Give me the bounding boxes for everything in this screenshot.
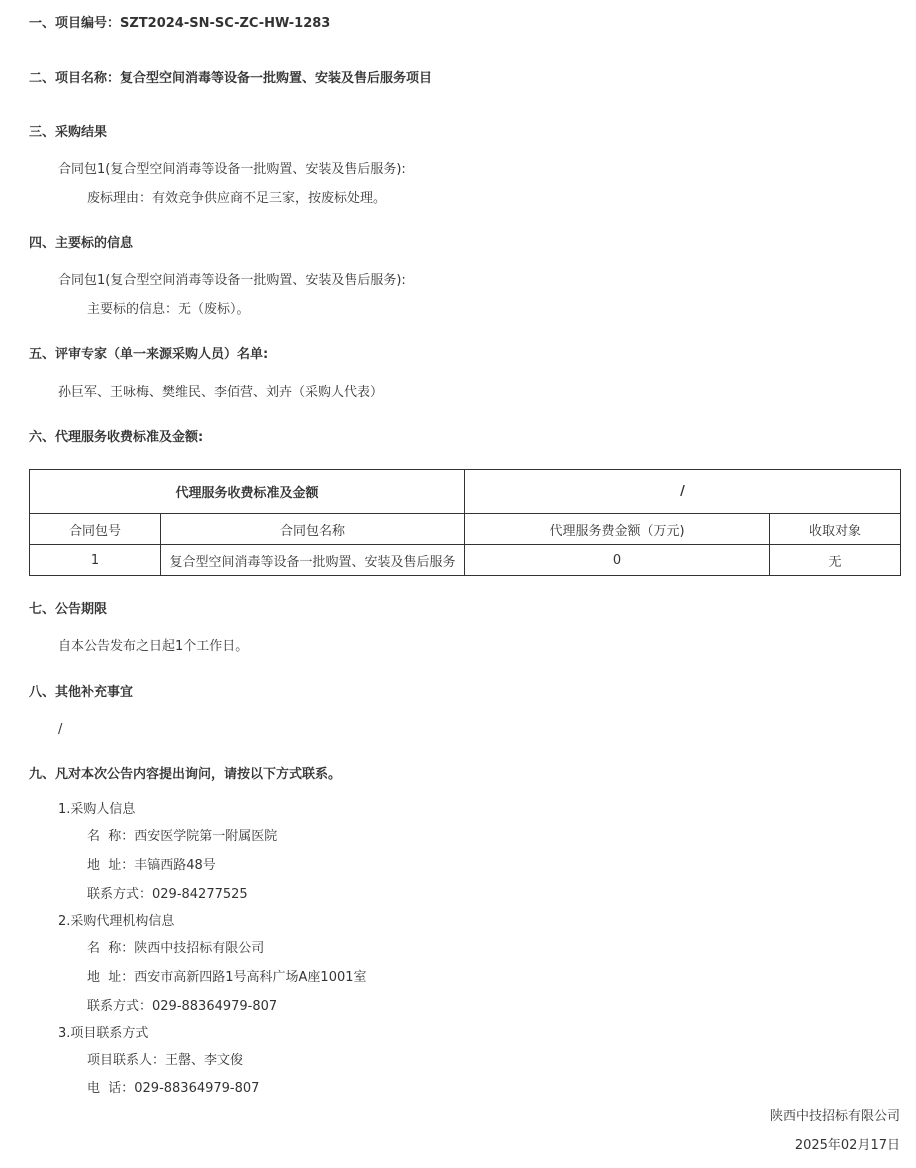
procurement-result-heading: 三、采购结果 [29,125,108,140]
agency-fee-table [29,469,901,576]
cell-fee-amount: 0 [465,545,770,576]
notice-period-heading: 七、公告期限 [29,602,108,617]
fee-table-column-row [30,514,901,545]
experts-list: 孙巨军、王咏梅、樊维民、李佰营、刘卉（采购人代表） [58,385,384,400]
project-number-heading: 一、项目编号：SZT2024-SN-SC-ZC-HW-1283 [29,16,331,31]
fee-standard-value-cell: / [465,470,901,514]
table-row [30,545,901,576]
agency-fee-heading: 六、代理服务收费标准及金额: [29,430,204,445]
fee-standard-label-cell: 代理服务收费标准及金额 [30,470,465,514]
agency-contact: 联系方式：029-88364979-807 [87,999,278,1014]
agency-info-heading: 2.采购代理机构信息 [58,914,175,929]
column-header-fee-payer: 收取对象 [770,514,901,545]
notice-period-text: 自本公告发布之日起1个工作日。 [58,639,249,654]
contact-heading: 九、凡对本次公告内容提出询问，请按以下方式联系。 [29,767,342,782]
main-subject-heading: 四、主要标的信息 [29,236,134,251]
project-name-heading: 二、项目名称：复合型空间消毒等设备一批购置、安装及售后服务项目 [29,71,433,86]
footer-date: 2025年02月17日 [794,1138,900,1153]
project-contact-person: 项目联系人：王罄、李文俊 [87,1053,244,1068]
project-contact-phone: 电 话：029-88364979-807 [87,1081,260,1096]
experts-heading: 五、评审专家（单一来源采购人员）名单: [29,347,269,362]
result-package-label: 合同包1(复合型空间消毒等设备一批购置、安装及售后服务): [58,162,406,177]
supplementary-heading: 八、其他补充事宜 [29,685,134,700]
supplementary-text: / [58,722,63,737]
purchaser-address: 地 址：丰镐西路48号 [87,858,216,873]
footer-company: 陕西中技招标有限公司 [769,1109,900,1124]
cell-package-name: 复合型空间消毒等设备一批购置、安装及售后服务 [161,545,465,576]
purchaser-name: 名 称：西安医学院第一附属医院 [87,829,278,844]
column-header-package-name: 合同包名称 [161,514,465,545]
cell-package-number: 1 [30,545,161,576]
fee-table-header-row [30,470,901,514]
agency-address: 地 址：西安市高新四路1号高科广场A座1001室 [87,970,367,985]
purchaser-contact: 联系方式：029-84277525 [87,887,248,902]
subject-package-label: 合同包1(复合型空间消毒等设备一批购置、安装及售后服务): [58,273,406,288]
result-failure-reason: 废标理由：有效竞争供应商不足三家，按废标处理。 [87,191,387,206]
cell-fee-payer: 无 [770,545,901,576]
subject-info-text: 主要标的信息：无（废标）。 [87,302,250,317]
purchaser-info-heading: 1.采购人信息 [58,802,136,817]
column-header-package-number: 合同包号 [30,514,161,545]
agency-name: 名 称：陕西中技招标有限公司 [87,941,265,956]
column-header-fee-amount: 代理服务费金额（万元) [465,514,770,545]
project-contact-heading: 3.项目联系方式 [58,1026,149,1041]
